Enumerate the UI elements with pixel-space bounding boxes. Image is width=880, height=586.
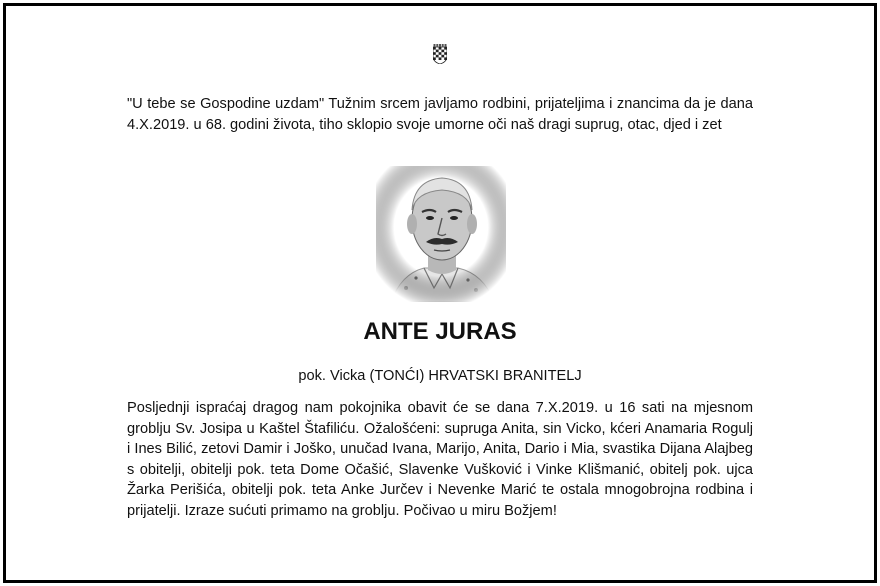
deceased-name: ANTE JURAS: [363, 318, 517, 345]
croatian-coat-of-arms-icon: [433, 44, 447, 64]
funeral-details-text: Posljednji ispraćaj dragog nam pokojnika obavit će se dana 7.X.2019. u 16 sati na mjesnom groblju Sv. Josipa u Kaštel Štafiliću. Ožalošćeni: supruga Anita, sin Vicko, kćeri Anamaria Rogulj i Ines Bilić, zetovi Damir i Joško, unučad Ivana, Marijo, Anita, Dario i Mia, svastika Dijana Alajbeg s obitelji, obitelji pok. teta Dome Očašić, Slavenke Vušković i Vinke Klišmanić, obitelj pok. ujca Žarka Perišića, obitelji pok. teta Anke Jurčev i Nevenke Marić te ostala mnogobrojna rodbina i prijatelji. Izraze sućuti primamo na groblju. Počivao u miru Božjem!: [127, 400, 753, 519]
deceased-subtitle: pok. Vicka (TONĆI) HRVATSKI BRANITELJ: [298, 368, 582, 384]
intro-text: "U tebe se Gospodine uzdam" Tužnim srcem javljamo rodbini, prijateljima i znancima da je dana 4.X.2019. u 68. godini života, tiho sklopio svoje umorne oči naš dragi suprug, otac, djed i zet: [127, 96, 753, 133]
portrait-photo: [376, 166, 506, 302]
